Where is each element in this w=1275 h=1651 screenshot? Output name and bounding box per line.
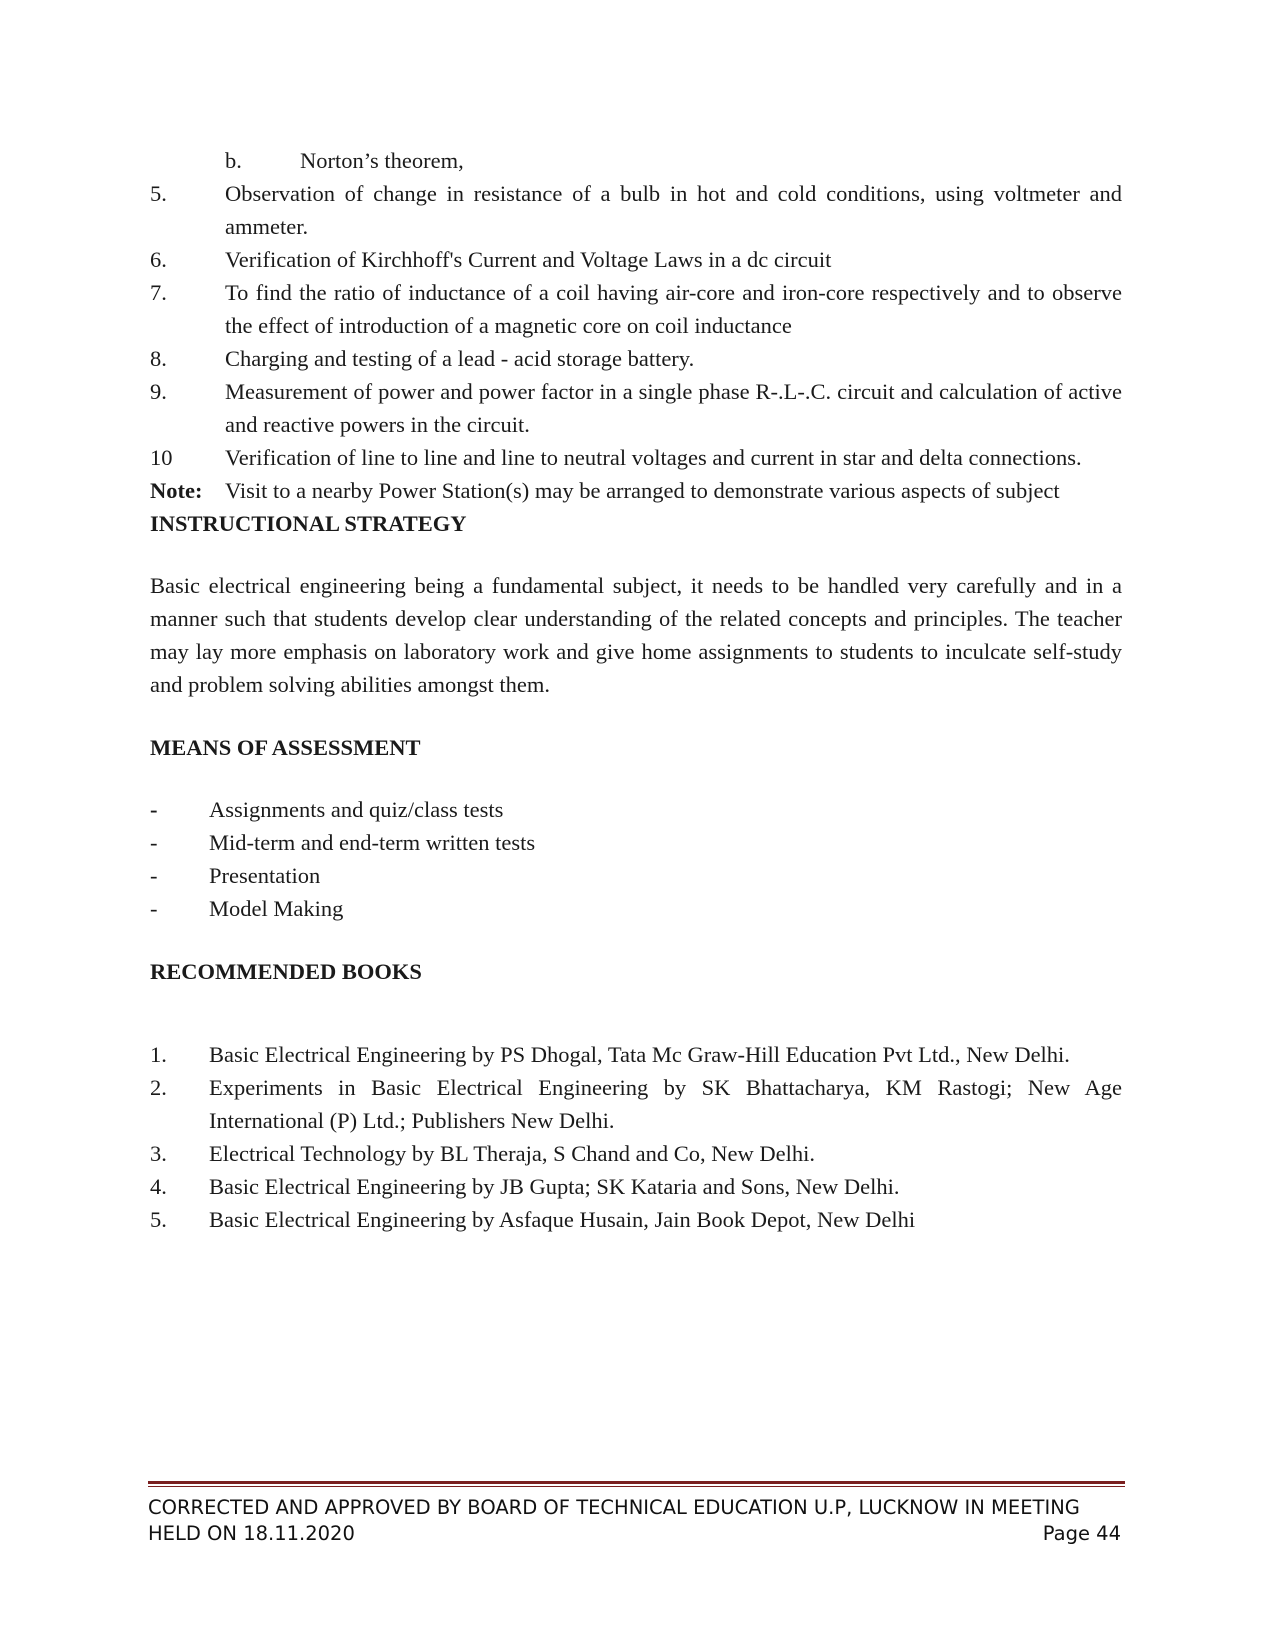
page-number: Page 44 xyxy=(1042,1522,1121,1545)
list-item-text: Mid-term and end-term written tests xyxy=(209,830,536,855)
books-list xyxy=(150,1038,1122,1236)
section-heading-instructional-strategy: INSTRUCTIONAL STRATEGY xyxy=(150,511,467,536)
footer-meeting-date: HELD ON 18.11.2020 xyxy=(148,1522,355,1545)
list-item-text: Observation of change in resistance of a bulb in hot and cold conditions, using voltmeter and ammeter. xyxy=(225,181,1122,239)
list-item-text: Verification of Kirchhoff's Current and Voltage Laws in a dc circuit xyxy=(225,247,832,272)
list-item xyxy=(150,144,1122,177)
page-footer xyxy=(148,1481,1125,1547)
bullet: - xyxy=(150,830,158,855)
list-item xyxy=(150,826,1122,859)
list-item xyxy=(150,1203,1122,1236)
list-item xyxy=(150,793,1122,826)
list-item xyxy=(150,243,1122,276)
footer-line-2 xyxy=(148,1521,1121,1547)
list-item-text: Charging and testing of a lead - acid storage battery. xyxy=(225,346,695,371)
note-label: Note: xyxy=(150,478,203,503)
list-item-number: 7. xyxy=(150,280,167,305)
footer-approval-line: CORRECTED AND APPROVED BY BOARD OF TECHNICAL EDUCATION U.P, LUCKNOW IN MEETING xyxy=(148,1496,1080,1519)
list-item-number: 2. xyxy=(150,1075,167,1100)
list-item-text: Measurement of power and power factor in a single phase R-.L-.C. circuit and calculation of active and reactive powers in the circuit. xyxy=(225,379,1122,437)
list-item-text: Verification of line to line and line to neutral voltages and current in star and delta connections. xyxy=(225,445,1082,470)
document-page xyxy=(150,144,1122,1236)
list-item-text: Basic Electrical Engineering by Asfaque Husain, Jain Book Depot, New Delhi xyxy=(209,1207,916,1232)
list-item xyxy=(150,892,1122,925)
list-item-number: 3. xyxy=(150,1141,167,1166)
section-heading-recommended-books: RECOMMENDED BOOKS xyxy=(150,959,422,984)
list-item xyxy=(150,375,1122,441)
list-item-number: 1. xyxy=(150,1042,167,1067)
list-item-number: 8. xyxy=(150,346,167,371)
list-item xyxy=(150,342,1122,375)
footer-rule xyxy=(148,1481,1125,1484)
list-item-text: Basic Electrical Engineering by PS Dhogal, Tata Mc Graw-Hill Education Pvt Ltd., New Delhi. xyxy=(209,1042,1070,1067)
list-item-text: Model Making xyxy=(209,896,344,921)
instructional-strategy-paragraph: Basic electrical engineering being a fundamental subject, it needs to be handled very carefully and in a manner such that students develop clear understanding of the related concepts and principles. The teacher may lay more emphasis on laboratory work and give home assignments to students to inculcate self-study and problem solving abilities amongst them. xyxy=(150,573,1122,697)
footer-rule xyxy=(148,1486,1125,1487)
list-item-number: 9. xyxy=(150,379,167,404)
list-item xyxy=(150,1038,1122,1071)
bullet: - xyxy=(150,863,158,888)
practical-list xyxy=(150,144,1122,507)
list-item xyxy=(150,859,1122,892)
note xyxy=(150,474,1122,507)
list-item xyxy=(150,1170,1122,1203)
section-heading-means-of-assessment: MEANS OF ASSESSMENT xyxy=(150,735,421,760)
list-item-text: Electrical Technology by BL Theraja, S Chand and Co, New Delhi. xyxy=(209,1141,815,1166)
list-item-number: 5. xyxy=(150,1207,167,1232)
list-item-text: Presentation xyxy=(209,863,321,888)
list-item xyxy=(150,177,1122,243)
list-item-number: 5. xyxy=(150,181,167,206)
list-item-number: b. xyxy=(225,148,242,173)
list-item xyxy=(150,276,1122,342)
assessment-list xyxy=(150,793,1122,925)
list-item-number: 6. xyxy=(150,247,167,272)
list-item xyxy=(150,441,1122,474)
list-item-number: 10 xyxy=(150,445,173,470)
list-item-text: To find the ratio of inductance of a coil having air-core and iron-core respectively and to observe the effect of introduction of a magnetic core on coil inductance xyxy=(225,280,1122,338)
list-item-text: Experiments in Basic Electrical Engineering by SK Bhattacharya, KM Rastogi; New Age International (P) Ltd.; Publishers New Delhi. xyxy=(209,1075,1122,1133)
list-item-text: Assignments and quiz/class tests xyxy=(209,797,504,822)
list-item-number: 4. xyxy=(150,1174,167,1199)
list-item xyxy=(150,1137,1122,1170)
note-text: Visit to a nearby Power Station(s) may be arranged to demonstrate various aspects of subject xyxy=(225,478,1060,503)
list-item-text: Norton’s theorem, xyxy=(300,148,464,173)
list-item-text: Basic Electrical Engineering by JB Gupta; SK Kataria and Sons, New Delhi. xyxy=(209,1174,900,1199)
list-item xyxy=(150,1071,1122,1137)
footer-text xyxy=(148,1495,1125,1547)
bullet: - xyxy=(150,896,158,921)
bullet: - xyxy=(150,797,158,822)
